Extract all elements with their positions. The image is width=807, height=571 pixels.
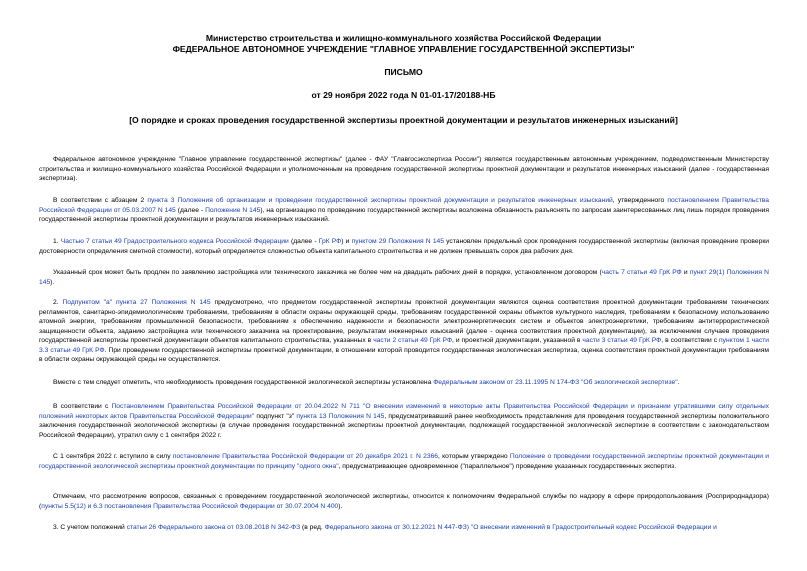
- document-link[interactable]: пунктом 29 Положения N 145: [351, 238, 444, 245]
- document-link[interactable]: постановлением Правительства Российской Федерации от 05.03.2007 N 145: [39, 197, 769, 214]
- document-date-number: от 29 ноября 2022 года N 01-01-17/20188-НБ: [311, 90, 496, 100]
- institution-name: ФЕДЕРАЛЬНОЕ АВТОНОМНОЕ УЧРЕЖДЕНИЕ "ГЛАВНОЕ УПРАВЛЕНИЕ ГОСУДАРСТВЕННОЙ ЭКСПЕРТИЗЫ": [172, 44, 635, 54]
- paragraph: [39, 298, 769, 365]
- paragraph-text: С 1 сентября 2022 г. вступило в силу: [53, 453, 173, 460]
- document-link[interactable]: Положение N 145: [205, 206, 261, 214]
- document-link[interactable]: части 3 статьи 49 ГрК РФ: [582, 337, 662, 345]
- paragraph-text: ).: [50, 278, 55, 286]
- document-link[interactable]: Постановлением Правительства Российской Федерации от 20.04.2022 N 711 "О внесении изменений в некоторые акты Правительства Российской Федерации и признании утратившими силу отдельных положений некоторых актов Правительства Российской Федерации": [39, 403, 769, 420]
- paragraph-text: Вместе с тем следует отметить, что необходимость проведения государственной экологической экспертизы установлена: [53, 379, 434, 386]
- paragraph-text: .: [677, 379, 680, 386]
- document-link[interactable]: постановление Правительства Российской Федерации от 20 декабря 2021 г. N 2366: [172, 453, 439, 460]
- paragraph-text: , и проектной документации, указанной в: [452, 337, 583, 345]
- document-link[interactable]: части 2 статьи 49 ГрК РФ: [373, 337, 453, 345]
- paragraph-text: 2.: [53, 299, 63, 306]
- paragraph-text: установлен предельный срок проведения государственной экспертизы (включая проведение проверки достоверности определения сметной стоимости), который определяется сложностью объекта капитального строительства и не должен превышать сорок два рабочих дня.: [39, 238, 769, 255]
- paragraph-text: (далее -: [288, 238, 319, 245]
- paragraph-text: предусмотрено, что предметом государственной экспертизы проектной документации являются оценка соответствия проектной документации требованиям технических регламентов, санитарно-эпидемиологическим требованиям, требованиям в области охраны окружающей среды, требованиям государственной охраны объектов культурного наследия, требованиям к безопасному использованию атомной энергии, требованиям промышленной безопасности, требованиям к обеспечению надежности и безопасности электроэнергетических систем и объектов электроэнергетики, требованиям антитеррористической защищенности объекта, заданию застройщика или технического заказчика на проектирование, результатам инженерных изысканий (далее - оценка соответствия проектной документации), за исключением случаев проведения государственной экспертизы проектной документации объектов капитального строительства, указанных в: [39, 299, 769, 345]
- paragraph-text: В соответствии с абзацем 2: [53, 197, 148, 204]
- document-link[interactable]: Федерального закона от 30.12.2021 N 447-ФЗ: [324, 524, 467, 531]
- paragraph: [39, 155, 769, 184]
- document-type: ПИСЬМО: [384, 67, 423, 77]
- paragraph-text: и: [681, 269, 690, 276]
- document-link[interactable]: Частью 7 статьи 49 Градостроительного кодекса Российской Федерации: [60, 238, 289, 245]
- document-link[interactable]: Подпунктом "а" пункта 27 Положения N 145: [62, 299, 211, 306]
- document-link[interactable]: пункта 3 Положения об организации и проведении государственной экспертизы проектной документации и результатов инженерных изысканий: [147, 197, 613, 204]
- document-link[interactable]: часть 7 статьи 49 ГрК РФ: [601, 269, 682, 276]
- paragraph: [39, 237, 769, 256]
- paragraph-text: В соответствии с: [53, 403, 112, 410]
- paragraph-text: , утвержденного: [612, 197, 668, 204]
- paragraph-text: , предусматривавший ранее необходимость представления для проведения государственной экспертизы положительного заключения государственной экологической экспертизы (в случае проведения государственной экспертизы проектной документации, подлежащей государственной экологической экспертизе в соответствии с законодательством Российской Федерации), утратил силу с 1 сентября 2022 г.: [39, 412, 769, 439]
- document-link[interactable]: пункта 13 Положения N 145: [296, 412, 385, 420]
- paragraph: [39, 196, 769, 225]
- document-link[interactable]: ГрК РФ: [318, 238, 342, 245]
- paragraph-text: Указанный срок может быть продлен по заявлению застройщика или технического заказчика не более чем на двадцать рабочих дней в порядке, установленном договором (: [53, 269, 602, 276]
- paragraph: [39, 268, 769, 287]
- paragraph-text: (далее -: [175, 206, 206, 214]
- paragraph-text: (в ред.: [300, 524, 325, 531]
- document-subject: [О порядке и сроках проведения государственной экспертизы проектной документации и результатов инженерных изысканий]: [129, 115, 678, 125]
- paragraph: [39, 452, 769, 471]
- paragraph-text: , предусматривающее одновременное ("параллельное") проведение указанных государственных экспертиз.: [338, 462, 677, 470]
- paragraph-text: ) и: [341, 238, 352, 245]
- document-link[interactable]: Федеральным законом от 23.11.1995 N 174-ФЗ "Об экологической экспертизе": [433, 379, 678, 386]
- paragraph: [39, 523, 769, 533]
- paragraph: [39, 492, 769, 511]
- document-link[interactable]: Положение о проведении государственной экспертизы проектной документации и государственной экологической экспертизы проектной документации по принципу "одного окна": [39, 453, 769, 470]
- paragraph-text: , в соответствии с: [661, 337, 720, 345]
- paragraph-text: 1.: [53, 238, 61, 245]
- document-link[interactable]: пунктом 1 части 3.3 статьи 49 ГрК РФ: [39, 337, 770, 354]
- paragraph-text: ), на организацию по проведению государственной экспертизы возложена обязанность разъяснять по запросам заинтересованных лиц лишь порядок проведения государственной экспертизы проектной документации и результатов инженерных изысканий.: [39, 206, 769, 224]
- paragraph-text: ).: [338, 502, 343, 510]
- paragraph-text: . При проведении государственной экспертизы проектной документации, в отношении которой проводится государственная экологическая экспертиза, оценка соответствия проектной документации требованиям в области охраны окружающей среды не осуществляется.: [39, 346, 769, 364]
- document-link[interactable]: ) "О внесении изменений в Градостроительный кодекс Российской Федерации и: [466, 524, 717, 531]
- document-link[interactable]: пункт 29(1) Положения N 145: [39, 269, 770, 286]
- document-link[interactable]: статьи 26 Федерального закона от 03.08.2018 N 342-ФЗ: [126, 524, 301, 531]
- paragraph-text: Федеральное автономное учреждение "Главное управление государственной экспертизы" (далее - ФАУ "Главгосэкспертиза России") является государственным автономным учреждением, подведомственным Министерству строительства и жилищно-коммунального хозяйства Российской Федерации и уполномоченным на проведение государственной экспертизы проектной документации и результатов инженерных изысканий (далее - государственная экспертиза).: [39, 156, 769, 183]
- paragraph-text: , которым утверждено: [438, 453, 510, 460]
- paragraph: [39, 378, 769, 388]
- paragraph-text: подпункт "з": [254, 412, 297, 420]
- paragraph-text: 3. С учетом положений: [53, 524, 127, 531]
- paragraph-text: Отмечаем, что рассмотрение вопросов, связанных с проведением государственной экологической экспертизы, относится к полномочиям Федеральной службы по надзору в сфере природопользования (Росприроднадзора) (: [39, 493, 769, 510]
- ministry-name: Министерство строительства и жилищно-коммунального хозяйства Российской Федерации: [205, 33, 602, 43]
- document-link[interactable]: пункты 5.5(12) и 6.3 постановления Правительства Российской Федерации от 30.07.2004 N 400: [41, 502, 339, 510]
- paragraph: [39, 402, 769, 440]
